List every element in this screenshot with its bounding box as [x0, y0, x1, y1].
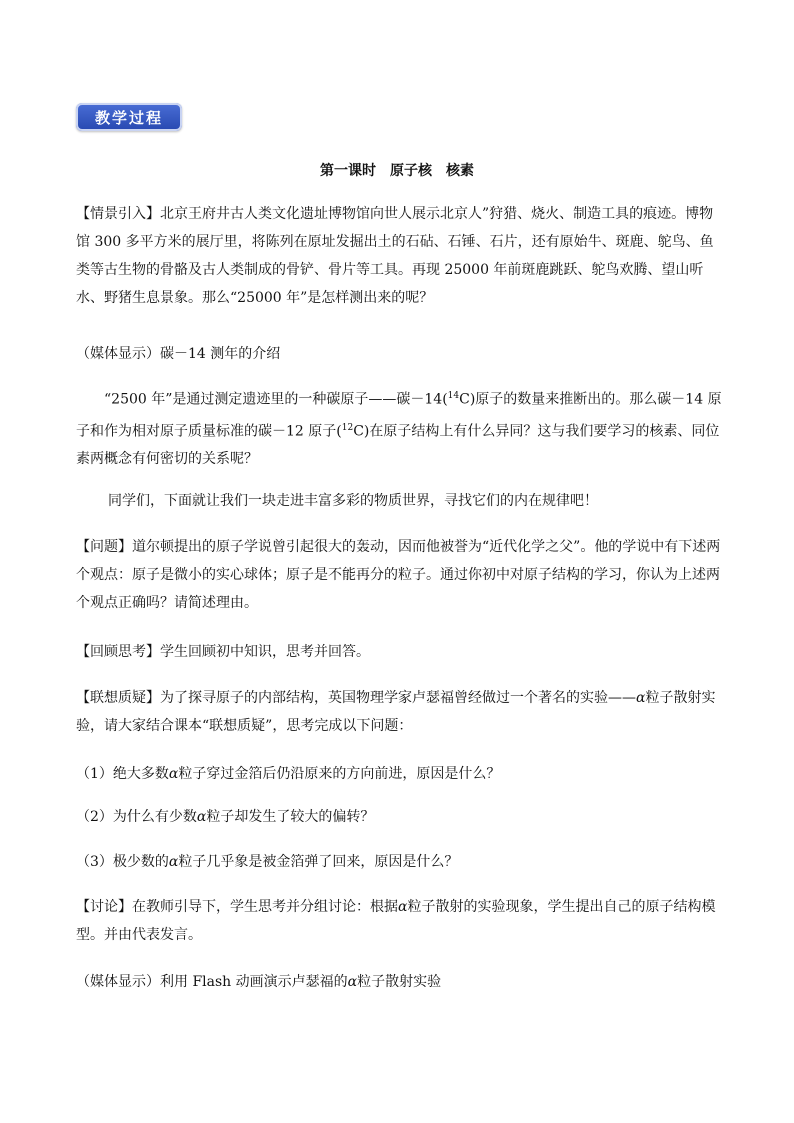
media-2-text-b: 粒子散射实验 [357, 974, 442, 990]
tag-question: 【问题】 [76, 539, 132, 555]
alpha-symbol: α [636, 690, 646, 706]
carbon-text-c: C)在原子结构上有什么异同？这与我们要学习的核素、同位素两概念有何密切的关系呢？ [76, 423, 720, 468]
paragraph-discussion [76, 893, 726, 949]
q3-text-b: 粒子几乎象是被金箔弹了回来，原因是什么？ [178, 854, 459, 870]
paragraph-question-1 [76, 760, 726, 788]
lesson-title: 第一课时 原子核 核素 [320, 163, 474, 179]
discussion-text-a: 在教师引导下，学生思考并分组讨论：根据 [132, 899, 398, 915]
q2-text-b: 粒子却发生了较大的偏转？ [206, 809, 375, 825]
tag-association: 【联想质疑】 [76, 690, 160, 706]
tag-discussion: 【讨论】 [76, 899, 132, 915]
carbon12-superscript: 12 [341, 422, 354, 433]
media-2-text-a: （媒体显示）利用 Flash 动画演示卢瑟福的 [76, 974, 348, 990]
association-text-b: 粒子散射实验，请大家结合课本“联想质疑”，思考完成以下问题： [76, 690, 716, 734]
alpha-symbol: α [168, 854, 179, 870]
paragraph-association [76, 684, 726, 740]
q1-text-a: （1）绝大多数 [76, 766, 169, 782]
paragraph-question-2 [76, 803, 726, 831]
paragraph-invitation: 同学们，下面就让我们一块走进丰富多彩的物质世界，寻找它们的内在规律吧！ [108, 493, 598, 509]
discussion-text-b: 粒子散射的实验现象，学生提出自己的原子结构模型。并由代表发言。 [76, 899, 716, 943]
tag-scenario-intro: 【情景引入】 [76, 206, 160, 222]
paragraph-media-display-1: （媒体显示）碳－14 测年的介绍 [76, 346, 281, 362]
question-text: 道尔顿提出的原子学说曾引起很大的轰动，因而他被誉为“近代化学之父”。他的学说中有下述两个观点：原子是微小的实心球体；原子是不能再分的粒子。通过你初中对原子结构的学习，你认为上述两个观点正确吗？请简述理由。 [76, 539, 721, 611]
review-text: 学生回顾初中知识，思考并回答。 [160, 644, 370, 660]
paragraph-question [76, 533, 726, 617]
association-text-a: 为了探寻原子的内部结构，英国物理学家卢瑟福曾经做过一个著名的实验—— [160, 690, 636, 706]
paragraph-review [76, 638, 726, 666]
alpha-symbol: α [168, 766, 179, 782]
section-badge: 教学过程 [76, 103, 182, 131]
paragraph-scenario-intro [76, 200, 726, 312]
alpha-symbol: α [196, 809, 207, 825]
paragraph-media-display-2 [76, 968, 726, 996]
carbon-text-a: “2500 年”是通过测定遗迹里的一种碳原子——碳－14( [104, 391, 448, 408]
paragraph-question-3 [76, 848, 726, 876]
alpha-symbol: α [398, 899, 408, 915]
q1-text-b: 粒子穿过金箔后仍沿原来的方向前进，原因是什么？ [178, 766, 501, 782]
tag-review: 【回顾思考】 [76, 644, 160, 660]
q2-text-a: （2）为什么有少数 [76, 809, 197, 825]
paragraph-carbon-dating [76, 382, 726, 473]
carbon-text-b: C)原子的数量来推断出的。那么碳－14 原子和作为相对原子质量标准的碳－12 原子( [76, 391, 722, 440]
q3-text-a: （3）极少数的 [76, 854, 169, 870]
alpha-symbol: α [347, 974, 358, 990]
scenario-intro-text: 北京王府井古人类文化遗址博物馆向世人展示北京人”狩猎、烧火、制造工具的痕迹。博物馆 300 多平方米的展厅里，将陈列在原址发掘出土的石砧、石锤、石片，还有原始牛、斑鹿、鸵鸟、鱼类等古生物的骨骼及古人类制成的骨铲、骨片等工具。再现 25000 年前斑鹿跳跃、鸵鸟欢腾、望山听水、野猪生息景象。那么“25000 年”是怎样测出来的呢？ [76, 206, 714, 306]
carbon14-superscript: 14 [447, 391, 460, 401]
